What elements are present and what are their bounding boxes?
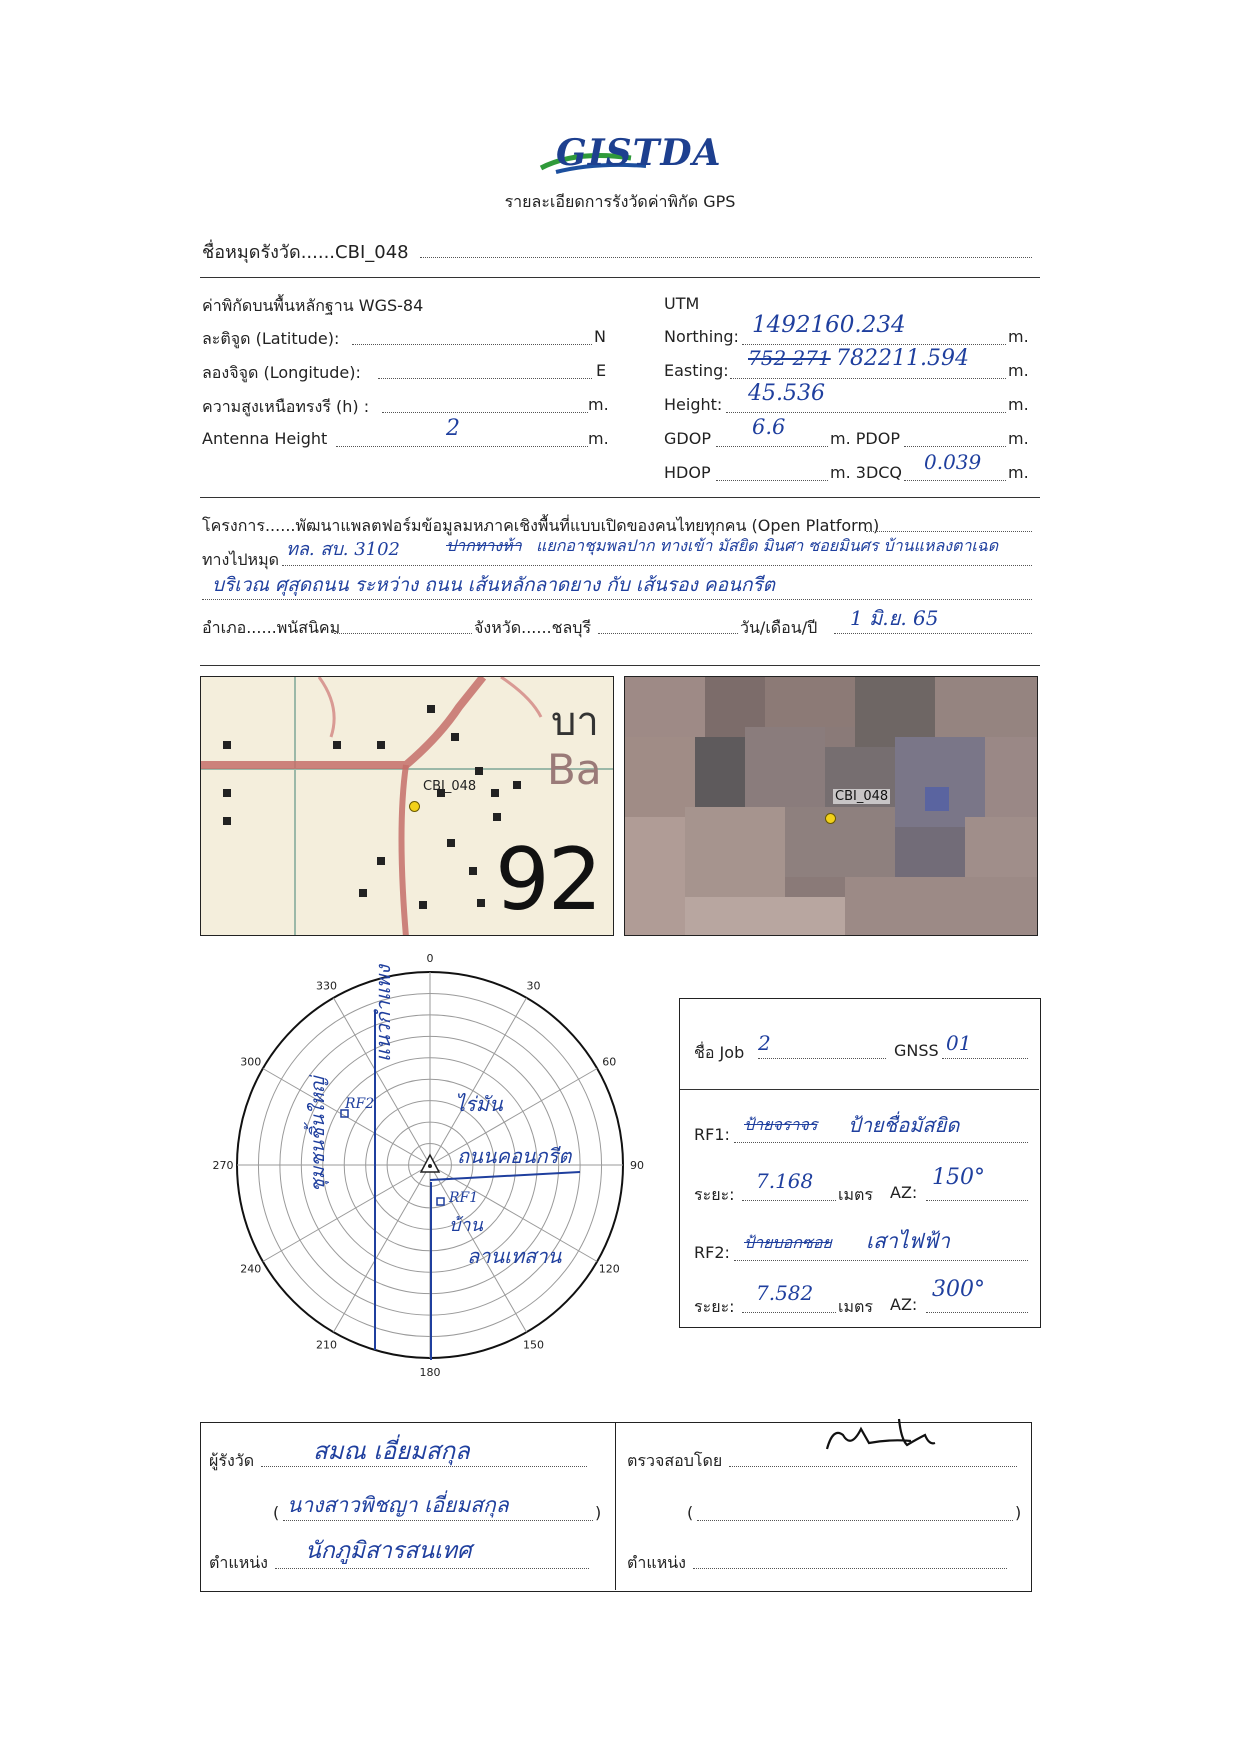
rf2-value: เสาไฟฟ้า (866, 1229, 950, 1253)
district-dots (334, 633, 472, 634)
building-icon (333, 741, 341, 749)
northing-value: 1492160.234 (752, 312, 906, 338)
rf1-az-value: 150° (932, 1165, 985, 1190)
date-value: 1 มิ.ย. 65 (850, 606, 939, 630)
utm-height-dots (726, 412, 1006, 413)
latitude-label: ละติจูด (Latitude): (202, 329, 340, 348)
rf2-distance-dots (742, 1312, 836, 1313)
longitude-label: ลองจิจูด (Longitude): (202, 363, 361, 382)
province-line: จังหวัด......ชลบุรี (474, 618, 592, 637)
rf1-struck-value: ป้ายจราจร (744, 1115, 818, 1134)
rf2-az-label: AZ: (890, 1295, 918, 1314)
building-icon (223, 817, 231, 825)
building-icon (419, 901, 427, 909)
northing-label: Northing: (664, 327, 739, 346)
signature-column-divider (615, 1423, 616, 1590)
utm-height-label: Height: (664, 395, 723, 414)
skyplot-tick-label: 30 (526, 979, 541, 993)
date-label: วัน/เดือน/ปี (740, 618, 818, 637)
3dcq-label: m. 3DCQ (830, 463, 903, 482)
gdop-value: 6.6 (752, 415, 786, 439)
divider (200, 665, 1040, 666)
building-icon (223, 741, 231, 749)
rf1-label: RF1: (694, 1125, 730, 1144)
job-value: 2 (758, 1031, 771, 1055)
province-label: จังหวัด (474, 618, 522, 637)
latitude-dots (352, 344, 592, 345)
surveyor-name: นางสาวพิชญา เอี่ยมสกุล (287, 1493, 509, 1517)
building-icon (491, 789, 499, 797)
rf2-az-value: 300° (932, 1277, 985, 1302)
skyplot-tick-label: 300 (240, 1055, 262, 1069)
topo-map (200, 676, 614, 936)
utm-height-unit: m. (1008, 395, 1029, 414)
antenna-height-value: 2 (446, 416, 460, 441)
skyplot-note-rf1: RF1 (449, 1190, 479, 1206)
district-value: พนัสนิคม (276, 618, 341, 637)
hdop-label: HDOP (664, 463, 711, 482)
route-line1-struck: ปากทางห้า (446, 536, 522, 555)
antenna-height-unit: m. (588, 429, 609, 448)
skyplot-note-se: ลานเทสาน (467, 1244, 562, 1268)
rf2-label: RF2: (694, 1243, 730, 1262)
building-icon (359, 889, 367, 897)
rf2-struck-value: ป้ายบอกซอย (744, 1233, 832, 1252)
ellipsoid-height-dots (382, 412, 588, 413)
building-icon (477, 899, 485, 907)
gdop-dots (716, 446, 828, 447)
gnss-label: GNSS (894, 1041, 939, 1060)
checker-paren-open: ( (687, 1503, 694, 1522)
building-icon (493, 813, 501, 821)
building-icon (377, 857, 385, 865)
pdop-dots (904, 446, 1006, 447)
easting-unit: m. (1008, 361, 1029, 380)
gdop-label: GDOP (664, 429, 711, 448)
route-line1-b: แยกอาชุมพลปาก ทางเข้า มัสยิด มินศา ซอยมินศร บ้านแหลงตาเฉด (536, 536, 999, 555)
checker-name-dots (697, 1520, 1013, 1521)
3dcq-dots (904, 480, 1006, 481)
logo-text: GISTDA (556, 132, 722, 174)
satellite-station-label: CBI_048 (835, 789, 889, 804)
route-line1-a: ทล. สบ. 3102 (286, 539, 401, 560)
project-dots (866, 531, 1032, 532)
job-box (679, 998, 1041, 1328)
wgs84-heading: ค่าพิกัดบนพื้นหลักฐาน WGS-84 (202, 296, 424, 315)
skyplot-tick-label: 150 (523, 1338, 544, 1352)
province-dots (598, 633, 738, 634)
satellite-image (624, 676, 1038, 936)
rf1-distance-label: ระยะ: (694, 1185, 735, 1204)
skyplot-note-house: บ้าน (449, 1215, 483, 1236)
rf1-distance-value: 7.168 (756, 1169, 814, 1193)
northing-dots (742, 344, 1006, 345)
job-label: ชื่อ Job (694, 1043, 745, 1062)
rf1-az-label: AZ: (890, 1183, 918, 1202)
building-icon (377, 741, 385, 749)
skyplot-tick-label: 90 (630, 1159, 644, 1172)
job-divider (680, 1089, 1039, 1090)
surveyor-position-label: ตำแหน่ง (209, 1553, 268, 1572)
building-icon (513, 781, 521, 789)
3dcq-value: 0.039 (924, 450, 982, 474)
easting-struck-value: 752 271 (748, 346, 831, 370)
topo-ba-text: Ba (547, 745, 602, 794)
skyplot-note-ne: ไร่มัน (455, 1092, 503, 1116)
easting-value: 782211.594 (836, 346, 969, 371)
checker-dots (729, 1466, 1017, 1467)
skyplot-tick-label: 60 (602, 1055, 617, 1069)
building-icon (427, 705, 435, 713)
3dcq-unit: m. (1008, 463, 1029, 482)
station-triangle-icon (421, 1155, 439, 1172)
longitude-dots (378, 378, 592, 379)
ellipsoid-height-label: ความสูงเหนือทรงรี (h) : (202, 397, 370, 416)
rf2-distance-value: 7.582 (756, 1281, 814, 1305)
skyplot (205, 940, 655, 1410)
job-dots (758, 1058, 886, 1059)
skyplot-graphic (205, 940, 655, 1410)
latitude-unit: N (594, 327, 606, 346)
route-line2: บริเวณ ศุสุดถนน ระหว่าง ถนน เส้นหลักลาดยาง กับ เส้นรอง คอนกรีต (212, 574, 776, 596)
district-label: อำเภอ (202, 618, 247, 637)
rf2-distance-unit: เมตร (838, 1297, 873, 1316)
checker-position-label: ตำแหน่ง (627, 1553, 686, 1572)
skyplot-tick-label: 180 (419, 1366, 441, 1379)
utm-height-value: 45.536 (748, 381, 825, 406)
signature-scribble-icon (821, 1409, 941, 1459)
skyplot-tick-label: 330 (316, 979, 337, 993)
building-icon (475, 767, 483, 775)
skyplot-note-north: แนวกำแพง (371, 965, 395, 1062)
station-dots (420, 257, 1032, 258)
building-icon (447, 839, 455, 847)
project-line: โครงการ......พัฒนาแพลตฟอร์มข้อมูลมหภาคเชิงพื้นที่แบบเปิดของคนไทยทุกคน (Open Platform) (202, 516, 880, 535)
divider (200, 277, 1040, 278)
station-center-dot (428, 1164, 432, 1168)
rf2-az-dots (926, 1312, 1028, 1313)
antenna-height-label: Antenna Height (202, 429, 328, 448)
gnss-dots (942, 1058, 1028, 1059)
skyplot-tick-label: 210 (316, 1338, 337, 1352)
divider (200, 497, 1040, 498)
rf1-az-dots (926, 1200, 1028, 1201)
rf1-marker-icon (437, 1198, 444, 1205)
skyplot-tick-label: 240 (240, 1262, 262, 1276)
district-line: อำเภอ......พนัสนิคม (202, 618, 341, 637)
rf1-value: ป้ายชื่อมัสยิด (848, 1113, 960, 1137)
skyplot-note-road: ถนนคอนกรีต (457, 1144, 572, 1168)
skyplot-tick-label: 120 (598, 1262, 620, 1276)
checker-paren-close: ) (1015, 1503, 1022, 1522)
rf1-distance-unit: เมตร (838, 1185, 873, 1204)
checker-signature-icon (821, 1409, 941, 1459)
surveyor-paren-close: ) (595, 1503, 602, 1522)
antenna-height-dots (336, 446, 588, 447)
northing-unit: m. (1008, 327, 1029, 346)
station-label: ชื่อหมุดรังวัด......CBI_048 (202, 242, 409, 263)
surveyor-position: นักภูมิสารสนเทศ (305, 1538, 472, 1564)
skyplot-note-west: ชุมชนชิ้นใหญ่ (307, 1076, 329, 1192)
rf2-dots (734, 1260, 1028, 1261)
ellipsoid-height-unit: m. (588, 395, 609, 414)
gnss-value: 01 (946, 1031, 972, 1055)
rf1-dots (734, 1142, 1028, 1143)
checker-label: ตรวจสอบโดย (627, 1451, 723, 1470)
station-marker-icon (825, 813, 836, 824)
building-icon (469, 867, 477, 875)
building-icon (451, 733, 459, 741)
pdop-unit: m. (1008, 429, 1029, 448)
rf2-distance-label: ระยะ: (694, 1297, 735, 1316)
topo-village-text: บา (551, 699, 599, 745)
topo-grid-number: 92 (495, 830, 601, 930)
skyplot-note-rf2: RF2 (345, 1096, 375, 1112)
satellite-image-graphic (625, 677, 1038, 936)
station-marker-icon (409, 801, 420, 812)
rf1-distance-dots (742, 1200, 836, 1201)
station-name: CBI_048 (335, 242, 409, 263)
longitude-unit: E (596, 361, 607, 380)
page-title: รายละเอียดการรังวัดค่าพิกัด GPS (504, 192, 736, 211)
pdop-label: m. PDOP (830, 429, 900, 448)
topo-station-label: CBI_048 (423, 779, 477, 794)
building-icon (223, 789, 231, 797)
easting-label: Easting: (664, 361, 729, 380)
route-dots-1 (282, 565, 1032, 566)
surveyor-paren-open: ( (273, 1503, 280, 1522)
project-label: โครงการ (202, 516, 265, 535)
province-value: ชลบุรี (551, 618, 592, 637)
skyplot-tick-label: 0 (426, 952, 434, 965)
surveyor-signature: สมณ เอี่ยมสกุล (313, 1437, 470, 1465)
utm-heading: UTM (664, 294, 700, 313)
project-value: พัฒนาแพลตฟอร์มข้อมูลมหภาคเชิงพื้นที่แบบเปิดของคนไทยทุกคน (Open Platform) (295, 516, 880, 535)
surveyor-label: ผู้รังวัด (209, 1451, 255, 1470)
route-label: ทางไปหมุด (202, 550, 280, 569)
checker-position-dots (693, 1568, 1007, 1569)
skyplot-tick-label: 270 (212, 1159, 234, 1172)
easting-dots (730, 378, 1006, 379)
hdop-dots (716, 480, 828, 481)
signature-box (200, 1422, 1032, 1592)
logo (536, 128, 722, 188)
